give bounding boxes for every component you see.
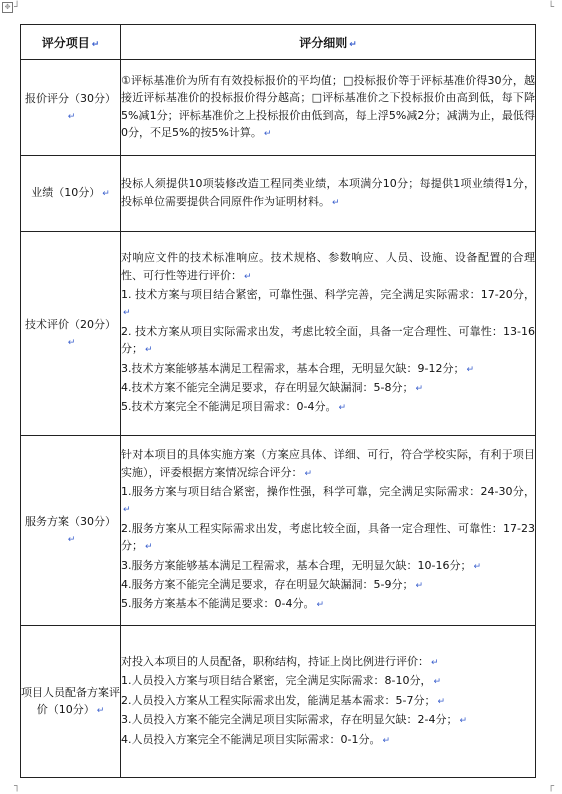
table-row: [21, 626, 536, 778]
paragraph-mark-icon: ↵: [67, 337, 76, 348]
header-detail: 评分细则 ↵: [121, 25, 536, 60]
table-row: [21, 60, 536, 156]
header-row: [21, 25, 536, 60]
crop-mark-icon: └: [548, 2, 555, 13]
crop-mark-icon: ┘: [14, 2, 21, 13]
paragraph-mark-icon: ↵: [433, 677, 442, 688]
detail-paragraph: 4.技术方案不能完全满足要求，存在明显欠缺漏洞：5-8分； ↵: [121, 381, 424, 395]
detail-paragraph: 针对本项目的具体实施方案（方案应具体、详细、可行，符合学校实际，有利于项目实施），评委根据方案情况综合评分： ↵: [121, 448, 535, 479]
paragraph-mark-icon: ↵: [67, 534, 76, 545]
paragraph-mark-icon: ↵: [473, 561, 482, 572]
detail-paragraph: 对投入本项目的人员配备，职称结构，持证上岗比例进行评价： ↵: [121, 654, 439, 668]
paragraph-mark-icon: ↵: [316, 600, 325, 611]
paragraph-mark-icon: ↵: [244, 271, 252, 282]
paragraph-mark-icon: ↵: [145, 542, 153, 553]
table-row: [21, 156, 536, 232]
paragraph-mark-icon: ↵: [415, 384, 424, 395]
paragraph-mark-icon: ↵: [304, 468, 313, 479]
detail-paragraph: 1.人员投入方案与项目结合紧密，完全满足实际需求：8-10分， ↵: [121, 674, 442, 688]
detail-paragraph: 4.服务方案不能完全满足要求，存在明显欠缺漏洞：5-9分； ↵: [121, 578, 424, 592]
table-row: [21, 436, 536, 626]
header-item: 评分项目 ↵: [21, 25, 121, 60]
detail-paragraph: 1.服务方案与项目结合紧密，操作性强，科学可靠，完全满足实际需求：24-30分，↵: [121, 484, 535, 516]
detail-paragraph: 5.技术方案完全不能满足项目需求：0-4分。 ↵: [121, 400, 347, 414]
detail-paragraph: 2.人员投入方案从工程实际需求出发，能满足基本需求：5-7分； ↵: [121, 693, 446, 707]
paragraph-mark-icon: ↵: [332, 197, 340, 208]
table-move-handle-icon[interactable]: ✥: [2, 2, 13, 13]
row-item-label: 报价评分（30分）↵: [21, 60, 121, 156]
table-row: [21, 232, 536, 436]
row-item-label: 业绩（10分） ↵: [21, 156, 121, 232]
paragraph-mark-icon: ↵: [96, 705, 105, 716]
detail-paragraph: 3.服务方案能够基本满足工程需求，基本合理，无明显欠缺：10-16分； ↵: [121, 558, 482, 572]
paragraph-mark-icon: ↵: [123, 505, 131, 516]
row-detail: [121, 626, 536, 778]
paragraph-mark-icon: ↵: [437, 696, 446, 707]
crop-mark-icon: ┌: [548, 781, 555, 792]
paragraph-mark-icon: ↵: [459, 716, 468, 727]
paragraph-mark-icon: ↵: [338, 403, 347, 414]
detail-paragraph: 对响应文件的技术标准响应。技术规格、参数响应、人员、设施、设备配置的合理性、可行性等进行评价： ↵: [121, 251, 535, 282]
detail-paragraph: 2.服务方案从工程实际需求出发，考虑比较全面，具备一定合理性、可靠性：17-23分； ↵: [121, 521, 535, 553]
row-detail: [121, 60, 536, 156]
detail-paragraph: 4.人员投入方案完全不能满足项目实际需求：0-1分。 ↵: [121, 732, 391, 746]
paragraph-mark-icon: ↵: [415, 581, 424, 592]
paragraph-mark-icon: ↵: [123, 308, 131, 319]
detail-paragraph: 投标人须提供10项装修改造工程同类业绩，本项满分10分；每提供1项业绩得1分，投标单位需要提供合同原件作为证明材料。 ↵: [121, 177, 535, 208]
row-item-label: 技术评价（20分）↵: [21, 232, 121, 436]
detail-paragraph: 1. 技术方案与项目结合紧密，可靠性强、科学完善，完全满足实际需求：17-20分，↵: [121, 287, 535, 319]
row-item-label: 服务方案（30分）↵: [21, 436, 121, 626]
paragraph-mark-icon: ↵: [102, 189, 110, 199]
paragraph-mark-icon: ↵: [263, 128, 272, 139]
row-item-label: 项目人员配备方案评价（10分） ↵: [21, 626, 121, 778]
scoring-table: [20, 24, 536, 778]
paragraph-mark-icon: ↵: [349, 39, 357, 50]
detail-paragraph: 5.服务方案基本不能满足要求：0-4分。 ↵: [121, 597, 325, 611]
detail-paragraph: 3.技术方案能够基本满足工程需求，基本合理，无明显欠缺：9-12分； ↵: [121, 361, 475, 375]
crop-mark-icon: ┐: [14, 781, 21, 792]
detail-paragraph: ①评标基准价为所有有效投标报价的平均值；□投标报价等于评标基准价得30分，越接近评标基准价的投标报价得分越高；□评标基准价之下投标报价由高到低，每下降5%减1分；评标基准价之上投标报价由低到高，每上浮5%减2分；减满为止，最低得0分，不足5%的按5%计算。 ↵: [121, 73, 535, 139]
paragraph-mark-icon: ↵: [382, 735, 391, 746]
detail-paragraph: 3.人员投入方案不能完全满足项目实际需求，存在明显欠缺：2-4分； ↵: [121, 713, 468, 727]
paragraph-mark-icon: ↵: [67, 111, 76, 122]
detail-paragraph: 2. 技术方案从项目实际需求出发，考虑比较全面，具备一定合理性、可靠性：13-16分； ↵: [121, 324, 535, 356]
paragraph-mark-icon: ↵: [145, 345, 153, 356]
row-detail: [121, 436, 536, 626]
paragraph-mark-icon: ↵: [91, 39, 100, 50]
paragraph-mark-icon: ↵: [431, 657, 439, 668]
row-detail: [121, 232, 536, 436]
row-detail: [121, 156, 536, 232]
paragraph-mark-icon: ↵: [466, 364, 475, 375]
